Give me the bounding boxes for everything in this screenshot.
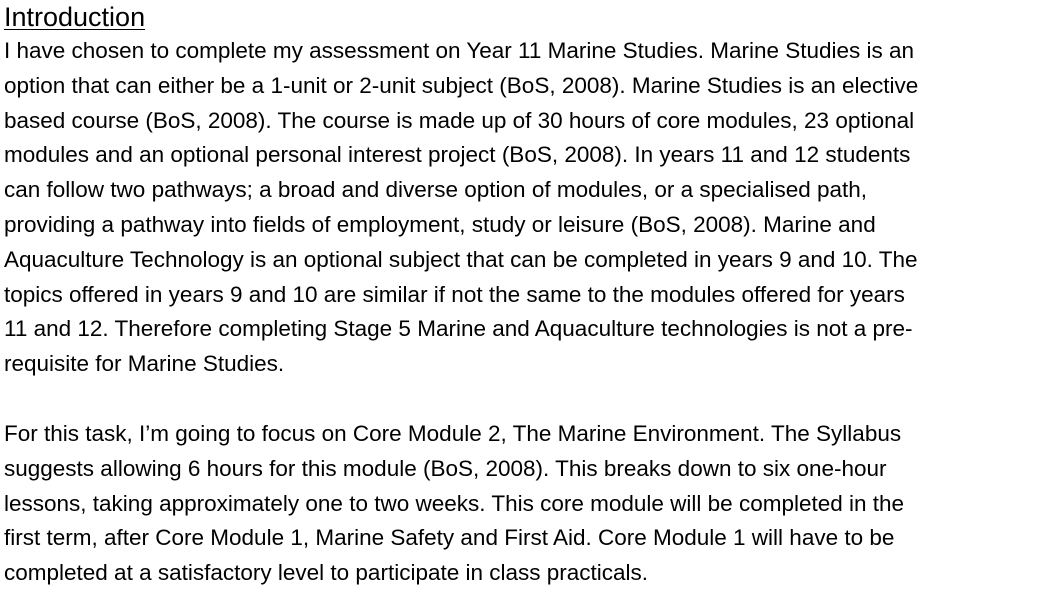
text-line: option that can either be a 1-unit or 2-unit subject (BoS, 2008). Marine Studies is an elective [4, 72, 919, 98]
text-line: based course (BoS, 2008). The course is made up of 30 hours of core modules, 23 optional [4, 107, 915, 133]
text-line: lessons, taking approximately one to two weeks. This core module will be completed in the [4, 490, 905, 516]
text-line: 11 and 12. Therefore completing Stage 5 Marine and Aquaculture technologies is not a pre- [4, 316, 913, 342]
text-line: topics offered in years 9 and 10 are similar if not the same to the modules offered for years [4, 281, 905, 307]
paragraph-1 [4, 34, 1053, 382]
text-line: requisite for Marine Studies. [4, 351, 285, 377]
paragraph-spacer [4, 382, 1053, 417]
text-line: completed at a satisfactory level to participate in class practicals. [4, 560, 649, 586]
text-line: can follow two pathways; a broad and diverse option of modules, or a specialised path, [4, 177, 868, 203]
text-line: modules and an optional personal interest project (BoS, 2008). In years 11 and 12 students [4, 142, 911, 168]
text-line: providing a pathway into fields of employment, study or leisure (BoS, 2008). Marine and [4, 211, 876, 237]
text-line: suggests allowing 6 hours for this module (BoS, 2008). This breaks down to six one-hour [4, 455, 887, 481]
section-heading: Introduction [4, 2, 146, 32]
paragraph-2 [4, 417, 1053, 591]
text-line: For this task, I’m going to focus on Core Module 2, The Marine Environment. The Syllabus [4, 420, 902, 446]
text-line: first term, after Core Module 1, Marine Safety and First Aid. Core Module 1 will have to be [4, 525, 895, 551]
text-line: I have chosen to complete my assessment on Year 11 Marine Studies. Marine Studies is an [4, 38, 915, 63]
text-line: Aquaculture Technology is an optional subject that can be completed in years 9 and 10. The [4, 246, 918, 272]
